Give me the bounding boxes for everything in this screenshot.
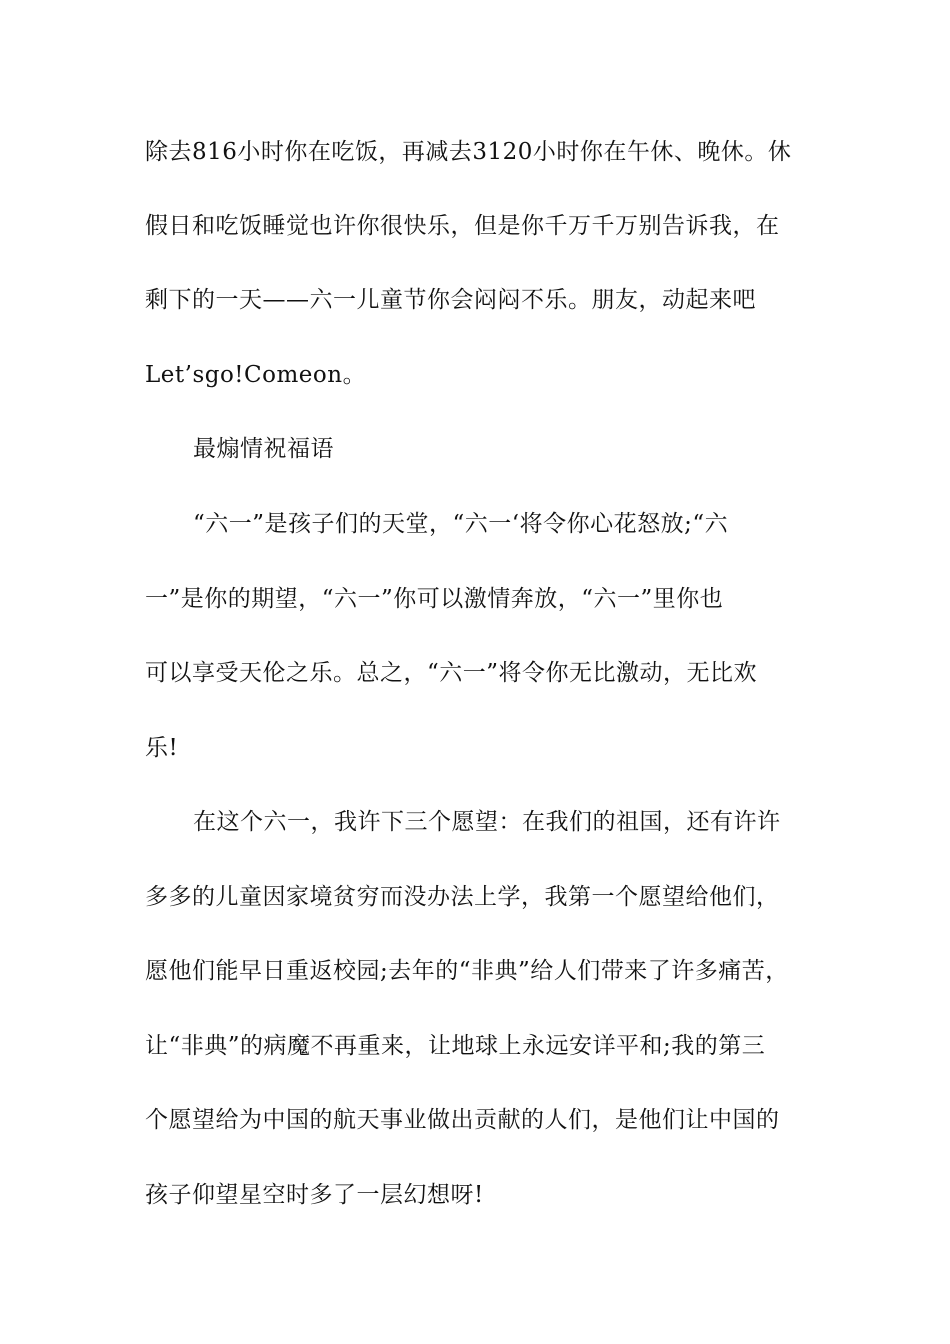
paragraph-line: Let’sgo!Comeon。 — [145, 362, 367, 388]
section-heading: 最煽情祝福语 — [193, 436, 334, 462]
paragraph-line: 让“非典”的病魔不再重来，让地球上永远安详平和;我的第三 — [145, 1033, 766, 1059]
paragraph-line: 孩子仰望星空时多了一层幻想呀! — [145, 1182, 484, 1208]
paragraph-line: 在这个六一，我许下三个愿望：在我们的祖国，还有许许 — [193, 809, 781, 835]
paragraph-line: 假日和吃饭睡觉也许你很快乐，但是你千万千万别告诉我，在 — [145, 213, 780, 239]
paragraph-line: 除去816小时你在吃饭，再减去3120小时你在午休、晚休。休 — [145, 139, 792, 165]
paragraph-line: 一”是你的期望，“六一”你可以激情奔放，“六一”里你也 — [145, 586, 724, 612]
paragraph-line: “六一”是孩子们的天堂，“六一‘将令你心花怒放;“六 — [193, 511, 729, 537]
paragraph-line: 剩下的一天——六一儿童节你会闷闷不乐。朋友，动起来吧 — [145, 287, 756, 313]
paragraph-line: 个愿望给为中国的航天事业做出贡献的人们，是他们让中国的 — [145, 1107, 780, 1133]
paragraph-line: 愿他们能早日重返校园;去年的“非典”给人们带来了许多痛苦， — [145, 958, 789, 984]
paragraph-line: 乐! — [145, 735, 179, 761]
paragraph-line: 多多的儿童因家境贫穷而没办法上学，我第一个愿望给他们， — [145, 884, 780, 910]
paragraph-line: 可以享受天伦之乐。总之，“六一”将令你无比激动，无比欢 — [145, 660, 758, 686]
